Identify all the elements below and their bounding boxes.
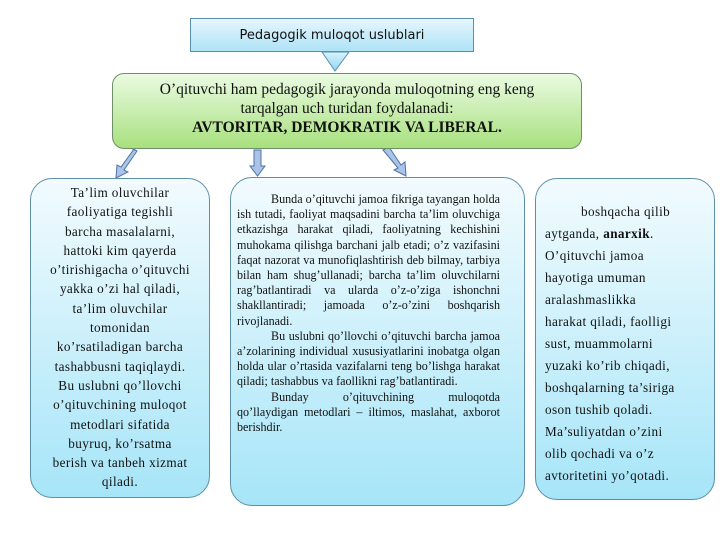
text-line: avtoritetini yo’qotadi. (545, 468, 670, 483)
liberal-box (535, 178, 715, 500)
down-arrow-icon (322, 52, 349, 71)
paragraph: Bunday o’qituvchining muloqotda qo’llaydigan metodlari – iltimos, maslahat, axborot berishdir. (237, 389, 500, 435)
text-part: . (649, 226, 654, 241)
main-statement-box (112, 73, 582, 149)
text-line: qiladi. (101, 474, 139, 490)
arrow-middle-icon (250, 150, 265, 176)
text-line: yakka o’zi hal qiladi, (59, 281, 181, 297)
text-line: Ma’suliyatdan o’zini (545, 424, 663, 439)
text-line: sust, muammolarni (545, 336, 653, 351)
anarxik-bold: anarxik (603, 226, 650, 241)
text-line: berish va tanbeh xizmat (52, 455, 188, 471)
main-line-2: tarqalgan uch turidan foydalanadi: (240, 100, 454, 117)
text-line: Bu uslubni qo’llovchi (58, 377, 182, 393)
democratic-box (230, 177, 525, 506)
text-part: aytganda, (545, 226, 604, 241)
main-line-1: O’qituvchi ham pedagogik jarayonda muloqotning eng keng (159, 81, 535, 98)
text-line: barcha masalalarni, (64, 223, 176, 239)
text-line: olib qochadi va o’z (545, 446, 655, 461)
text-line: tomonidan (89, 320, 150, 336)
text-line: buyruq, ko’rsatma (68, 435, 172, 451)
text-line: faoliyatiga tegishli (66, 204, 174, 220)
authoritarian-box (30, 178, 210, 498)
text-line (545, 223, 714, 245)
arrow-right-icon (383, 147, 406, 176)
title-text: Pedagogik muloqot uslublari (239, 27, 425, 43)
text-line: hattoki kim qayerda (63, 242, 177, 258)
main-line-3: AVTORITAR, DEMOKRATIK VA LIBERAL. (192, 119, 502, 136)
text-line: ko’rsatiladigan barcha (56, 339, 184, 355)
text-line: boshqalarning ta’siriga (545, 380, 675, 395)
text-line: Ta’lim oluvchilar (70, 185, 170, 200)
right-lines (545, 245, 714, 487)
text-line: o’qituvchining muloqot (53, 397, 187, 413)
text-line: ta’lim oluvchilar (72, 300, 168, 316)
text-line: hayotiga umuman (545, 270, 646, 285)
text-line: metodlari sifatida (70, 416, 170, 432)
arrow-left-icon (116, 148, 137, 178)
text-line: oson tushib qoladi. (545, 402, 653, 417)
paragraph: Bunda o’qituvchi jamoa fikriga tayangan holda ish tutadi, faoliyat maqsadini barcha ta’lim oluvchiga etkazishga harakat qiladi, faoliyatning kechishini muhokama qilishga barchani jalb etadi; o’z vazifasini faqat nazorat va munofiqlashtirish deb bilmay, tarbiya bilan ham shug’ullanadi; barcha ta’lim oluvchilarni rag’batlantiradi va ularda o’z-o’ziga ishonchni shakllantiradi; jamoada o’z-o’zini boshqarish rivojlanadi. (237, 192, 500, 328)
text-line: o’tirishigacha o’qituvchi (50, 262, 190, 278)
text-line: aralashmaslikka (545, 292, 636, 307)
paragraph: Bu uslubni qo’llovchi o’qituvchi barcha jamoa a’zolarining individual xususiyatlarini inobatga olgan holda ular o’rtasida vazifalarni teng bo’lishga harakat qiladi; tashabbus va faollikni rag’batlantiradi. (237, 328, 500, 389)
text-line: yuzaki ko’rib chiqadi, (545, 358, 670, 373)
text-line: tashabbusni taqiqlaydi. (54, 358, 186, 374)
text-line: harakat qiladi, faolligi (545, 314, 672, 329)
text-line: O’qituvchi jamoa (545, 248, 645, 263)
text-line: boshqacha qilib (581, 204, 671, 219)
